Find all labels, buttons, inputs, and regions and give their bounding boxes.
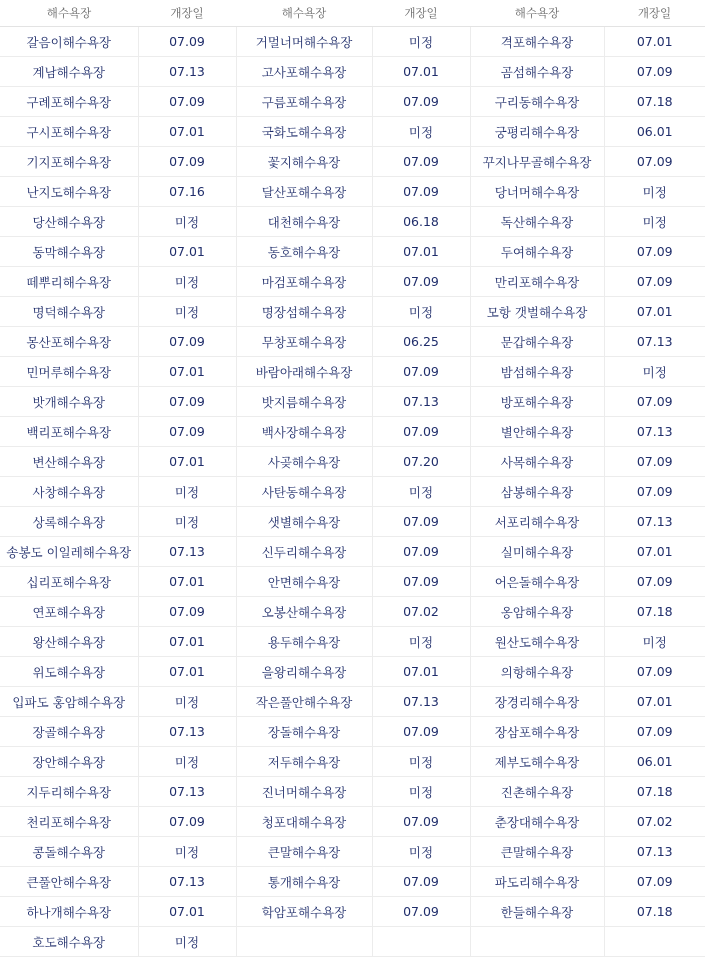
beach-name-cell: 용두해수욕장 <box>236 627 372 657</box>
column-header-opening-date: 개장일 <box>604 0 705 27</box>
beach-name-cell: 콩돌해수욕장 <box>0 837 138 867</box>
opening-date-cell: 07.18 <box>604 897 705 927</box>
table-row <box>0 867 705 897</box>
opening-date-cell: 07.01 <box>138 357 236 387</box>
beach-name-cell: 만리포해수욕장 <box>470 267 604 297</box>
beach-name-cell: 곰섬해수욕장 <box>470 57 604 87</box>
beach-name-cell: 큰말해수욕장 <box>236 837 372 867</box>
column-header-beach: 해수욕장 <box>470 0 604 27</box>
beach-name-cell: 큰말해수욕장 <box>470 837 604 867</box>
beach-name-cell: 서포리해수욕장 <box>470 507 604 537</box>
beach-name-cell: 지두리해수욕장 <box>0 777 138 807</box>
beach-name-cell: 한들해수욕장 <box>470 897 604 927</box>
opening-date-cell: 07.16 <box>138 177 236 207</box>
opening-date-cell: 미정 <box>604 177 705 207</box>
beach-name-cell: 진너머해수욕장 <box>236 777 372 807</box>
beach-name-cell: 계남해수욕장 <box>0 57 138 87</box>
opening-date-cell: 07.13 <box>372 687 470 717</box>
beach-name-cell: 난지도해수욕장 <box>0 177 138 207</box>
opening-date-cell: 07.13 <box>138 867 236 897</box>
beach-name-cell: 작은풀안해수욕장 <box>236 687 372 717</box>
opening-date-cell: 07.13 <box>138 777 236 807</box>
opening-date-cell: 07.01 <box>138 897 236 927</box>
opening-date-cell: 07.02 <box>604 807 705 837</box>
opening-date-cell: 07.13 <box>138 717 236 747</box>
opening-date-cell: 07.01 <box>604 297 705 327</box>
opening-date-cell: 07.09 <box>372 807 470 837</box>
opening-date-cell: 미정 <box>138 687 236 717</box>
beach-name-cell: 떼뿌리해수욕장 <box>0 267 138 297</box>
beach-name-cell: 신두리해수욕장 <box>236 537 372 567</box>
opening-date-cell: 미정 <box>604 357 705 387</box>
opening-date-cell: 07.09 <box>372 897 470 927</box>
beach-name-cell: 구리동해수욕장 <box>470 87 604 117</box>
beach-name-cell: 마검포해수욕장 <box>236 267 372 297</box>
opening-date-cell: 07.13 <box>372 387 470 417</box>
opening-date-cell: 미정 <box>372 627 470 657</box>
opening-date-cell: 07.09 <box>372 507 470 537</box>
beach-name-cell: 갈음이해수욕장 <box>0 27 138 57</box>
beach-name-cell: 방포해수욕장 <box>470 387 604 417</box>
table-row <box>0 687 705 717</box>
table-row <box>0 117 705 147</box>
opening-date-cell: 07.01 <box>372 657 470 687</box>
beach-name-cell: 입파도 홍암해수욕장 <box>0 687 138 717</box>
opening-date-cell: 07.09 <box>138 147 236 177</box>
beach-name-cell: 실미해수욕장 <box>470 537 604 567</box>
opening-date-cell: 07.01 <box>138 567 236 597</box>
beach-name-cell: 십리포해수욕장 <box>0 567 138 597</box>
beach-name-cell: 백사장해수욕장 <box>236 417 372 447</box>
beach-name-cell: 당너머해수욕장 <box>470 177 604 207</box>
beach-name-cell: 달산포해수욕장 <box>236 177 372 207</box>
opening-date-cell: 07.09 <box>604 387 705 417</box>
beach-name-cell: 밤섬해수욕장 <box>470 357 604 387</box>
opening-date-cell: 미정 <box>372 747 470 777</box>
opening-date-cell: 07.09 <box>604 447 705 477</box>
opening-date-cell: 미정 <box>138 747 236 777</box>
opening-date-cell: 07.18 <box>604 87 705 117</box>
opening-date-cell: 07.09 <box>372 267 470 297</box>
table-row <box>0 597 705 627</box>
opening-date-cell: 07.20 <box>372 447 470 477</box>
opening-date-cell: 미정 <box>138 927 236 957</box>
beach-name-cell: 민머루해수욕장 <box>0 357 138 387</box>
table-row <box>0 477 705 507</box>
beach-name-cell: 격포해수욕장 <box>470 27 604 57</box>
beach-name-cell: 사목해수욕장 <box>470 447 604 477</box>
beach-name-cell: 고사포해수욕장 <box>236 57 372 87</box>
table-row <box>0 177 705 207</box>
beach-name-cell: 동호해수욕장 <box>236 237 372 267</box>
beach-name-cell: 명장섬해수욕장 <box>236 297 372 327</box>
beach-name-cell: 천리포해수욕장 <box>0 807 138 837</box>
opening-date-cell: 07.09 <box>372 177 470 207</box>
beach-name-cell: 변산해수욕장 <box>0 447 138 477</box>
beach-name-cell: 몽산포해수욕장 <box>0 327 138 357</box>
beach-name-cell: 제부도해수욕장 <box>470 747 604 777</box>
opening-date-cell: 07.09 <box>138 417 236 447</box>
beach-name-cell: 기지포해수욕장 <box>0 147 138 177</box>
column-header-opening-date: 개장일 <box>138 0 236 27</box>
beach-name-cell: 상록해수욕장 <box>0 507 138 537</box>
opening-date-cell: 미정 <box>138 297 236 327</box>
beach-name-cell: 구례포해수욕장 <box>0 87 138 117</box>
opening-date-cell: 07.01 <box>604 687 705 717</box>
beach-name-cell: 학암포해수욕장 <box>236 897 372 927</box>
table-row <box>0 657 705 687</box>
beach-name-cell: 하나개해수욕장 <box>0 897 138 927</box>
opening-date-cell: 07.01 <box>372 237 470 267</box>
table-row <box>0 297 705 327</box>
beach-name-cell: 장삼포해수욕장 <box>470 717 604 747</box>
opening-date-cell: 07.09 <box>604 567 705 597</box>
beach-name-cell: 샛별해수욕장 <box>236 507 372 537</box>
opening-date-cell: 06.01 <box>604 747 705 777</box>
opening-date-cell: 미정 <box>138 267 236 297</box>
beach-name-cell: 송봉도 이일레해수욕장 <box>0 537 138 567</box>
opening-date-cell: 07.09 <box>604 717 705 747</box>
beach-name-cell: 사곶해수욕장 <box>236 447 372 477</box>
opening-date-cell: 07.09 <box>372 87 470 117</box>
table-row <box>0 927 705 957</box>
beach-name-cell: 대천해수욕장 <box>236 207 372 237</box>
opening-date-cell: 07.13 <box>604 507 705 537</box>
empty-cell <box>604 927 705 957</box>
opening-date-cell: 07.18 <box>604 777 705 807</box>
opening-date-cell: 미정 <box>372 837 470 867</box>
beach-name-cell: 호도해수욕장 <box>0 927 138 957</box>
opening-date-cell: 미정 <box>372 117 470 147</box>
beach-name-cell: 두여해수욕장 <box>470 237 604 267</box>
table-row <box>0 27 705 57</box>
opening-date-cell: 07.01 <box>138 237 236 267</box>
opening-date-cell: 미정 <box>138 477 236 507</box>
opening-date-cell: 미정 <box>372 297 470 327</box>
opening-date-cell: 미정 <box>604 207 705 237</box>
opening-date-cell: 07.01 <box>138 627 236 657</box>
table-row <box>0 627 705 657</box>
beach-name-cell: 옹암해수욕장 <box>470 597 604 627</box>
table-row <box>0 417 705 447</box>
beach-name-cell: 왕산해수욕장 <box>0 627 138 657</box>
beach-name-cell: 당산해수욕장 <box>0 207 138 237</box>
table-row <box>0 837 705 867</box>
beach-name-cell: 사창해수욕장 <box>0 477 138 507</box>
opening-date-cell: 07.09 <box>604 477 705 507</box>
beach-name-cell: 파도리해수욕장 <box>470 867 604 897</box>
opening-date-cell: 07.09 <box>372 867 470 897</box>
opening-date-cell: 07.09 <box>138 807 236 837</box>
beach-name-cell: 통개해수욕장 <box>236 867 372 897</box>
opening-date-cell: 07.18 <box>604 597 705 627</box>
beach-name-cell: 별안해수욕장 <box>470 417 604 447</box>
opening-date-cell: 미정 <box>138 507 236 537</box>
beach-name-cell: 구시포해수욕장 <box>0 117 138 147</box>
beach-name-cell: 꾸지나무골해수욕장 <box>470 147 604 177</box>
table-row <box>0 747 705 777</box>
beach-name-cell: 장경리해수욕장 <box>470 687 604 717</box>
opening-date-cell: 07.13 <box>604 327 705 357</box>
table-row <box>0 777 705 807</box>
column-header-opening-date: 개장일 <box>372 0 470 27</box>
beach-name-cell: 궁평리해수욕장 <box>470 117 604 147</box>
opening-date-cell: 미정 <box>372 777 470 807</box>
opening-date-cell: 07.13 <box>604 837 705 867</box>
beach-name-cell: 연포해수욕장 <box>0 597 138 627</box>
beach-name-cell: 사탄동해수욕장 <box>236 477 372 507</box>
table-row <box>0 807 705 837</box>
table-row <box>0 537 705 567</box>
beach-name-cell: 거멀너머해수욕장 <box>236 27 372 57</box>
opening-date-cell: 미정 <box>138 207 236 237</box>
beach-name-cell: 명덕해수욕장 <box>0 297 138 327</box>
opening-date-cell: 06.01 <box>604 117 705 147</box>
opening-date-cell: 07.01 <box>604 27 705 57</box>
table-body <box>0 27 705 957</box>
opening-date-cell: 07.09 <box>604 267 705 297</box>
beach-name-cell: 동막해수욕장 <box>0 237 138 267</box>
table-row <box>0 567 705 597</box>
opening-date-cell: 07.01 <box>138 657 236 687</box>
opening-date-cell: 07.09 <box>372 537 470 567</box>
beach-name-cell: 무창포해수욕장 <box>236 327 372 357</box>
opening-date-cell: 07.09 <box>604 867 705 897</box>
beach-name-cell: 을왕리해수욕장 <box>236 657 372 687</box>
beach-name-cell: 위도해수욕장 <box>0 657 138 687</box>
beach-name-cell: 밧개해수욕장 <box>0 387 138 417</box>
table-row <box>0 447 705 477</box>
beach-name-cell: 밧지름해수욕장 <box>236 387 372 417</box>
table-row <box>0 327 705 357</box>
beach-name-cell: 장안해수욕장 <box>0 747 138 777</box>
table-row <box>0 87 705 117</box>
opening-date-cell: 미정 <box>604 627 705 657</box>
table-row <box>0 147 705 177</box>
beach-name-cell: 저두해수욕장 <box>236 747 372 777</box>
table-row <box>0 357 705 387</box>
empty-cell <box>372 927 470 957</box>
opening-date-cell: 07.09 <box>372 357 470 387</box>
opening-date-cell: 06.18 <box>372 207 470 237</box>
column-header-beach: 해수욕장 <box>0 0 138 27</box>
beach-name-cell: 춘장대해수욕장 <box>470 807 604 837</box>
opening-date-cell: 07.09 <box>604 237 705 267</box>
opening-date-cell: 07.09 <box>138 87 236 117</box>
opening-date-cell: 07.09 <box>604 57 705 87</box>
opening-date-cell: 07.09 <box>372 147 470 177</box>
opening-date-cell: 07.01 <box>372 57 470 87</box>
opening-date-cell: 미정 <box>138 837 236 867</box>
opening-date-cell: 07.09 <box>604 657 705 687</box>
opening-date-cell: 07.09 <box>372 417 470 447</box>
opening-date-cell: 미정 <box>372 27 470 57</box>
opening-date-cell: 07.09 <box>138 387 236 417</box>
empty-cell <box>470 927 604 957</box>
table-row <box>0 507 705 537</box>
table-row <box>0 57 705 87</box>
table-row <box>0 207 705 237</box>
beach-name-cell: 안면해수욕장 <box>236 567 372 597</box>
opening-date-cell: 07.09 <box>604 147 705 177</box>
opening-date-cell: 07.01 <box>138 117 236 147</box>
empty-cell <box>236 927 372 957</box>
table-header-row <box>0 0 705 27</box>
table-row <box>0 897 705 927</box>
beach-name-cell: 원산도해수욕장 <box>470 627 604 657</box>
column-header-beach: 해수욕장 <box>236 0 372 27</box>
opening-date-cell: 07.09 <box>138 27 236 57</box>
opening-date-cell: 07.13 <box>604 417 705 447</box>
beach-name-cell: 문갑해수욕장 <box>470 327 604 357</box>
beach-name-cell: 삼봉해수욕장 <box>470 477 604 507</box>
opening-date-cell: 07.09 <box>138 597 236 627</box>
opening-date-cell: 07.09 <box>138 327 236 357</box>
beach-name-cell: 큰풀안해수욕장 <box>0 867 138 897</box>
opening-date-cell: 07.09 <box>372 717 470 747</box>
beach-name-cell: 꽃지해수욕장 <box>236 147 372 177</box>
beach-name-cell: 의항해수욕장 <box>470 657 604 687</box>
opening-date-cell: 07.13 <box>138 57 236 87</box>
beach-name-cell: 진촌해수욕장 <box>470 777 604 807</box>
table-row <box>0 387 705 417</box>
beach-name-cell: 바람아래해수욕장 <box>236 357 372 387</box>
beach-name-cell: 청포대해수욕장 <box>236 807 372 837</box>
opening-date-cell: 07.01 <box>604 537 705 567</box>
beach-name-cell: 구름포해수욕장 <box>236 87 372 117</box>
beach-name-cell: 장골해수욕장 <box>0 717 138 747</box>
beach-name-cell: 장돌해수욕장 <box>236 717 372 747</box>
table-row <box>0 267 705 297</box>
beach-name-cell: 백리포해수욕장 <box>0 417 138 447</box>
beach-name-cell: 어은돌해수욕장 <box>470 567 604 597</box>
opening-date-cell: 07.13 <box>138 537 236 567</box>
beach-name-cell: 국화도해수욕장 <box>236 117 372 147</box>
beach-name-cell: 모항 갯벌해수욕장 <box>470 297 604 327</box>
beach-name-cell: 독산해수욕장 <box>470 207 604 237</box>
opening-date-cell: 06.25 <box>372 327 470 357</box>
opening-date-cell: 07.02 <box>372 597 470 627</box>
table-row <box>0 237 705 267</box>
opening-date-cell: 미정 <box>372 477 470 507</box>
opening-date-cell: 07.09 <box>372 567 470 597</box>
beach-name-cell: 오봉산해수욕장 <box>236 597 372 627</box>
table-row <box>0 717 705 747</box>
opening-date-cell: 07.01 <box>138 447 236 477</box>
